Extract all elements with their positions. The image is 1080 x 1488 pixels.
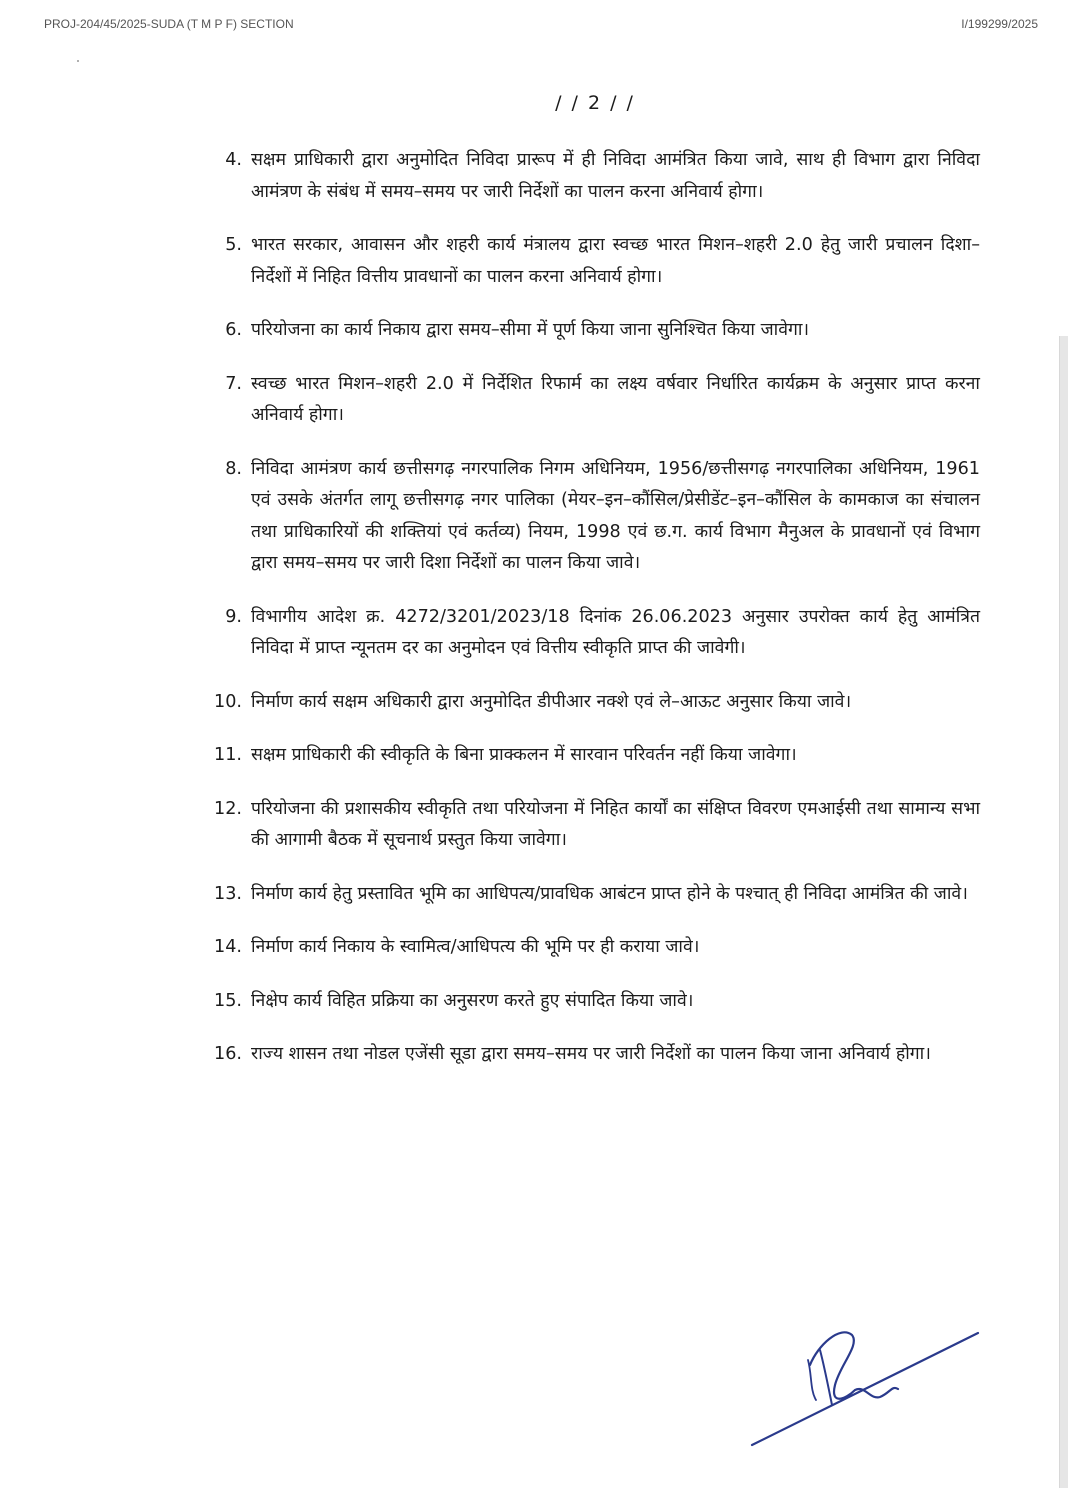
list-item bbox=[210, 740, 980, 772]
item-text: सक्षम प्राधिकारी द्वारा अनुमोदित निविदा प्रारूप में ही निविदा आमंत्रित किया जावे, साथ ही विभाग द्वारा निविदा आमंत्रण के संबंध में समय–समय पर जारी निर्देशों का पालन करना अनिवार्य होगा। bbox=[251, 150, 980, 202]
signature bbox=[740, 1305, 990, 1465]
item-number: 14. bbox=[214, 937, 242, 957]
document-id: I/199299/2025 bbox=[961, 17, 1038, 31]
item-text: राज्य शासन तथा नोडल एजेंसी सूडा द्वारा समय–समय पर जारी निर्देशों का पालन किया जाना अनिवार्य होगा। bbox=[251, 1044, 931, 1064]
list-item bbox=[210, 932, 980, 964]
item-number: 12. bbox=[214, 798, 242, 819]
item-number: 16. bbox=[214, 1044, 242, 1064]
item-number: 8. bbox=[225, 458, 242, 479]
item-number: 15. bbox=[214, 990, 242, 1011]
item-text: भारत सरकार, आवासन और शहरी कार्य मंत्रालय द्वारा स्वच्छ भारत मिशन–शहरी 2.0 हेतु जारी प्रचालन दिशा–निर्देशों में निहित वित्तीय प्रावधानों का पालन करना अनिवार्य होगा। bbox=[251, 235, 980, 287]
item-text: निविदा आमंत्रण कार्य छत्तीसगढ़ नगरपालिक निगम अधिनियम, 1956/छत्तीसगढ़ नगरपालिका अधिनियम, 1961 एवं उसके अंतर्गत लागू छत्तीसगढ़ नगर पालिका (मेयर–इन–कौंसिल/प्रेसीडेंट–इन–कौंसिल के कामकाज का संचालन तथा प्राधिकारियों की शक्तियां एवं कर्तव्य) नियम, 1998 एवं छ.ग. कार्य विभाग मैनुअल के प्रावधानों एवं विभाग द्वारा समय–समय पर जारी दिशा निर्देशों का पालन किया जावे। bbox=[251, 458, 980, 573]
list-item bbox=[210, 794, 980, 857]
list-item bbox=[210, 369, 980, 432]
list-item bbox=[210, 602, 980, 665]
page-number: / / 2 / / bbox=[555, 92, 635, 114]
file-reference: PROJ-204/45/2025-SUDA (T M P F) SECTION bbox=[44, 17, 294, 31]
list-item bbox=[210, 879, 980, 911]
item-text: निर्माण कार्य निकाय के स्वामित्व/आधिपत्य की भूमि पर ही कराया जावे। bbox=[251, 937, 700, 957]
list-item bbox=[210, 986, 980, 1018]
item-text: स्वच्छ भारत मिशन–शहरी 2.0 में निर्देशित रिफार्म का लक्ष्य वर्षवार निर्धारित कार्यक्रम के अनुसार प्राप्त करना अनिवार्य होगा। bbox=[251, 373, 980, 425]
list-item bbox=[210, 454, 980, 580]
item-text: निर्माण कार्य सक्षम अधिकारी द्वारा अनुमोदित डीपीआर नक्शे एवं ले–आऊट अनुसार किया जावे। bbox=[251, 691, 852, 712]
item-number: 10. bbox=[214, 691, 242, 712]
item-text: परियोजना का कार्य निकाय द्वारा समय–सीमा में पूर्ण किया जाना सुनिश्चित किया जावेगा। bbox=[251, 320, 810, 340]
list-item bbox=[210, 230, 980, 293]
item-number: 7. bbox=[225, 373, 242, 394]
item-number: 9. bbox=[225, 606, 242, 627]
list-item bbox=[210, 687, 980, 719]
item-text: सक्षम प्राधिकारी की स्वीकृति के बिना प्राक्कलन में सारवान परिवर्तन नहीं किया जावेगा। bbox=[251, 745, 797, 765]
item-number: 5. bbox=[225, 235, 242, 255]
item-number: 13. bbox=[214, 883, 242, 904]
list-item bbox=[210, 145, 980, 208]
item-number: 4. bbox=[225, 150, 242, 170]
scan-speck bbox=[77, 60, 79, 62]
item-number: 6. bbox=[225, 320, 242, 340]
scrollbar[interactable] bbox=[1059, 336, 1068, 1488]
list-item bbox=[210, 315, 980, 347]
list-item bbox=[210, 1039, 980, 1071]
item-text: परियोजना की प्रशासकीय स्वीकृति तथा परियोजना में निहित कार्यों का संक्षिप्त विवरण एमआईसी तथा सामान्य सभा की आगामी बैठक में सूचनार्थ प्रस्तुत किया जावेगा। bbox=[251, 798, 980, 850]
item-text: विभागीय आदेश क्र. 4272/3201/2023/18 दिनांक 26.06.2023 अनुसार उपरोक्त कार्य हेतु आमंत्रित निविदा में प्राप्त न्यूनतम दर का अनुमोदन एवं वित्तीय स्वीकृति प्राप्त की जावेगी। bbox=[251, 606, 980, 658]
item-text: निर्माण कार्य हेतु प्रस्तावित भूमि का आधिपत्य/प्रावधिक आबंटन प्राप्त होने के पश्चात् ही निविदा आमंत्रित की जावे। bbox=[251, 883, 968, 904]
item-text: निक्षेप कार्य विहित प्रक्रिया का अनुसरण करते हुए संपादित किया जावे। bbox=[251, 990, 694, 1011]
conditions-list bbox=[210, 145, 980, 1093]
item-number: 11. bbox=[214, 745, 242, 765]
